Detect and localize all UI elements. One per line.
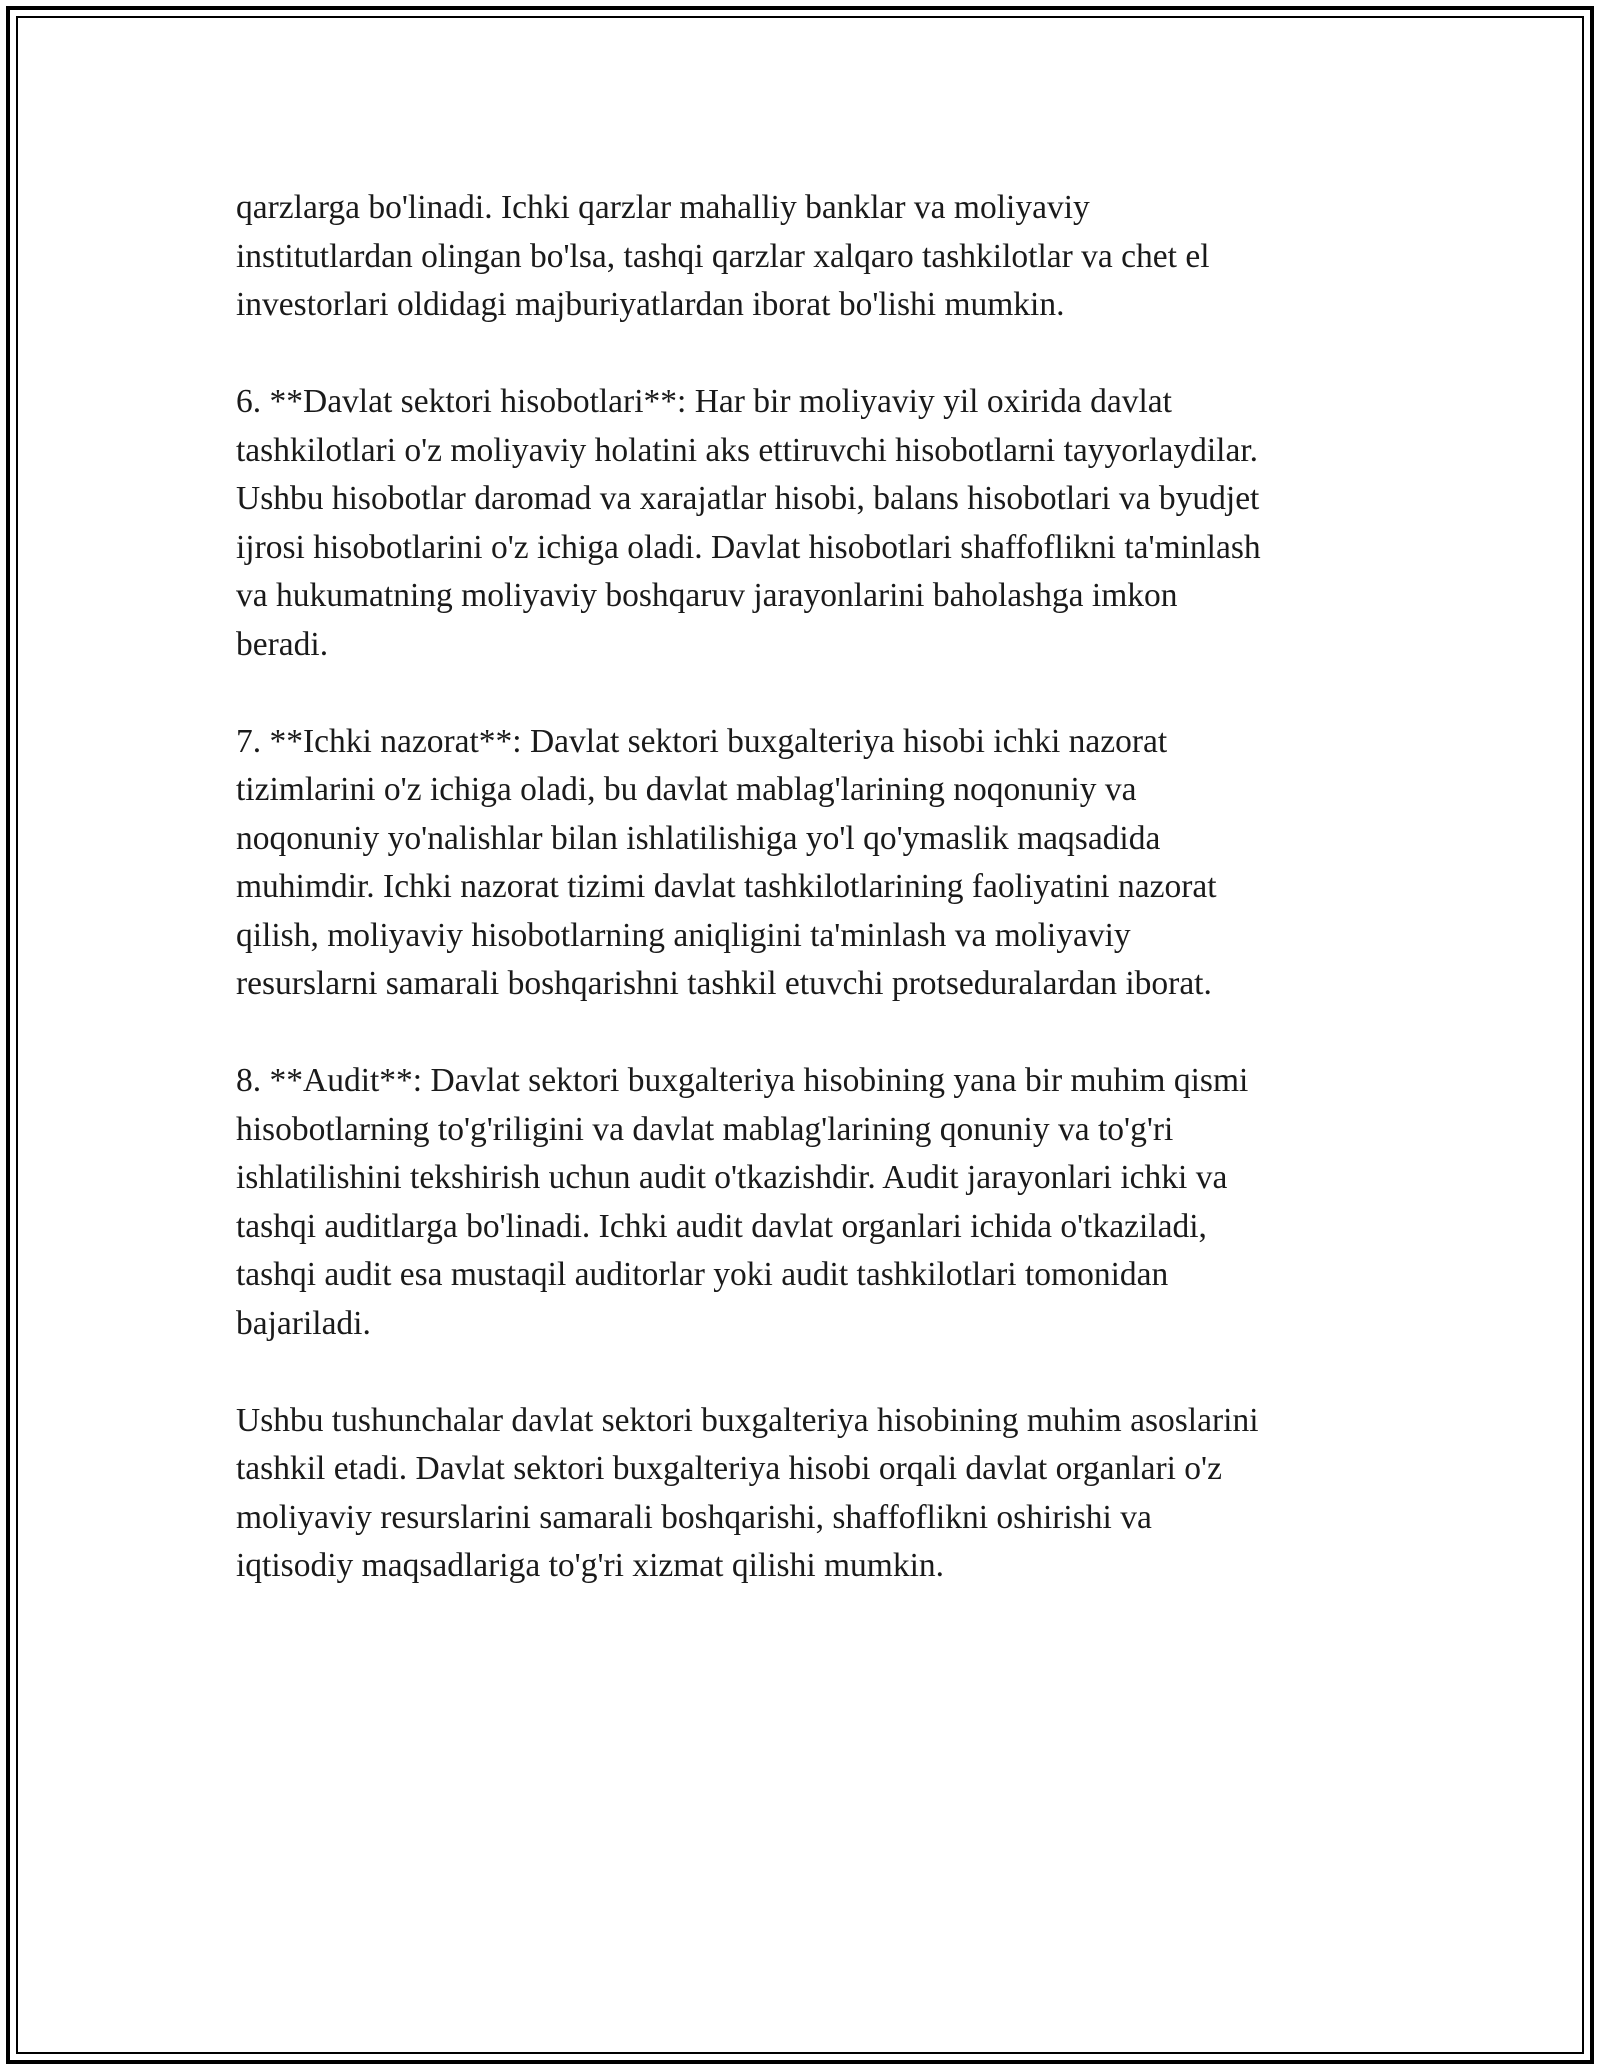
paragraph-public-sector-reports — [236, 378, 1396, 669]
text-line: bajariladi. — [236, 1304, 371, 1342]
text-line: qilish, moliyaviy hisobotlarning aniqligini ta'minlash va moliyaviy — [236, 916, 1131, 954]
text-line: resurslarni samarali boshqarishni tashkil etuvchi protseduralardan iborat. — [236, 965, 1212, 1002]
text-line: noqonuniy yo'nalishlar bilan ishlatilishiga yo'l qo'ymaslik maqsadida — [236, 819, 1161, 857]
text-line: institutlardan olingan bo'lsa, tashqi qarzlar xalqaro tashkilotlar va chet el — [236, 237, 1210, 275]
document-body — [236, 184, 1396, 1639]
text-line: Ushbu tushunchalar davlat sektori buxgalteriya hisobining muhim asoslarini — [236, 1401, 1259, 1439]
text-line: hisobotlarning to'g'riligini va davlat mablag'larining qonuniy va to'g'ri — [236, 1110, 1174, 1148]
text-line: tizimlarini o'z ichiga oladi, bu davlat mablag'larining noqonuniy va — [236, 771, 1137, 808]
text-line: investorlari oldidagi majburiyatlardan iborat bo'lishi mumkin. — [236, 286, 1065, 323]
text-line: Ushbu hisobotlar daromad va xarajatlar hisobi, balans hisobotlari va byudjet — [236, 480, 1260, 517]
text-line: tashkil etadi. Davlat sektori buxgalteriya hisobi orqali davlat organlari o'z — [236, 1450, 1222, 1487]
paragraph-debt-continuation — [236, 184, 1396, 330]
text-line: iqtisodiy maqsadlariga to'g'ri xizmat qilishi mumkin. — [236, 1547, 945, 1584]
text-line: qarzlarga bo'linadi. Ichki qarzlar mahalliy banklar va moliyaviy — [236, 189, 1090, 226]
text-line: ijrosi hisobotlarini o'z ichiga oladi. Davlat hisobotlari shaffoflikni ta'minlash — [236, 528, 1261, 566]
text-line: 8. **Audit**: Davlat sektori buxgalteriya hisobining yana bir muhim qismi — [236, 1062, 1249, 1099]
text-line: tashqi auditlarga bo'linadi. Ichki audit davlat organlari ichida o'tkaziladi, — [236, 1207, 1207, 1245]
paragraph-conclusion — [236, 1397, 1396, 1591]
text-line: ishlatilishini tekshirish uchun audit o'tkazishdir. Audit jarayonlari ichki va — [236, 1159, 1228, 1196]
text-line: muhimdir. Ichki nazorat tizimi davlat tashkilotlarining faoliyatini nazorat — [236, 868, 1217, 905]
text-line: tashkilotlari o'z moliyaviy holatini aks ettiruvchi hisobotlarni tayyorlaydilar. — [236, 431, 1258, 469]
text-line: tashqi audit esa mustaqil auditorlar yoki audit tashkilotlari tomonidan — [236, 1256, 1169, 1293]
text-line: va hukumatning moliyaviy boshqaruv jarayonlarini baholashga imkon — [236, 577, 1178, 614]
paragraph-internal-control — [236, 718, 1396, 1009]
text-line: 7. **Ichki nazorat**: Davlat sektori buxgalteriya hisobi ichki nazorat — [236, 722, 1168, 760]
text-line: beradi. — [236, 625, 329, 663]
text-line: 6. **Davlat sektori hisobotlari**: Har bir moliyaviy yil oxirida davlat — [236, 383, 1172, 420]
text-line: moliyaviy resurslarini samarali boshqarishi, shaffoflikni oshirishi va — [236, 1498, 1152, 1536]
paragraph-audit — [236, 1057, 1396, 1348]
